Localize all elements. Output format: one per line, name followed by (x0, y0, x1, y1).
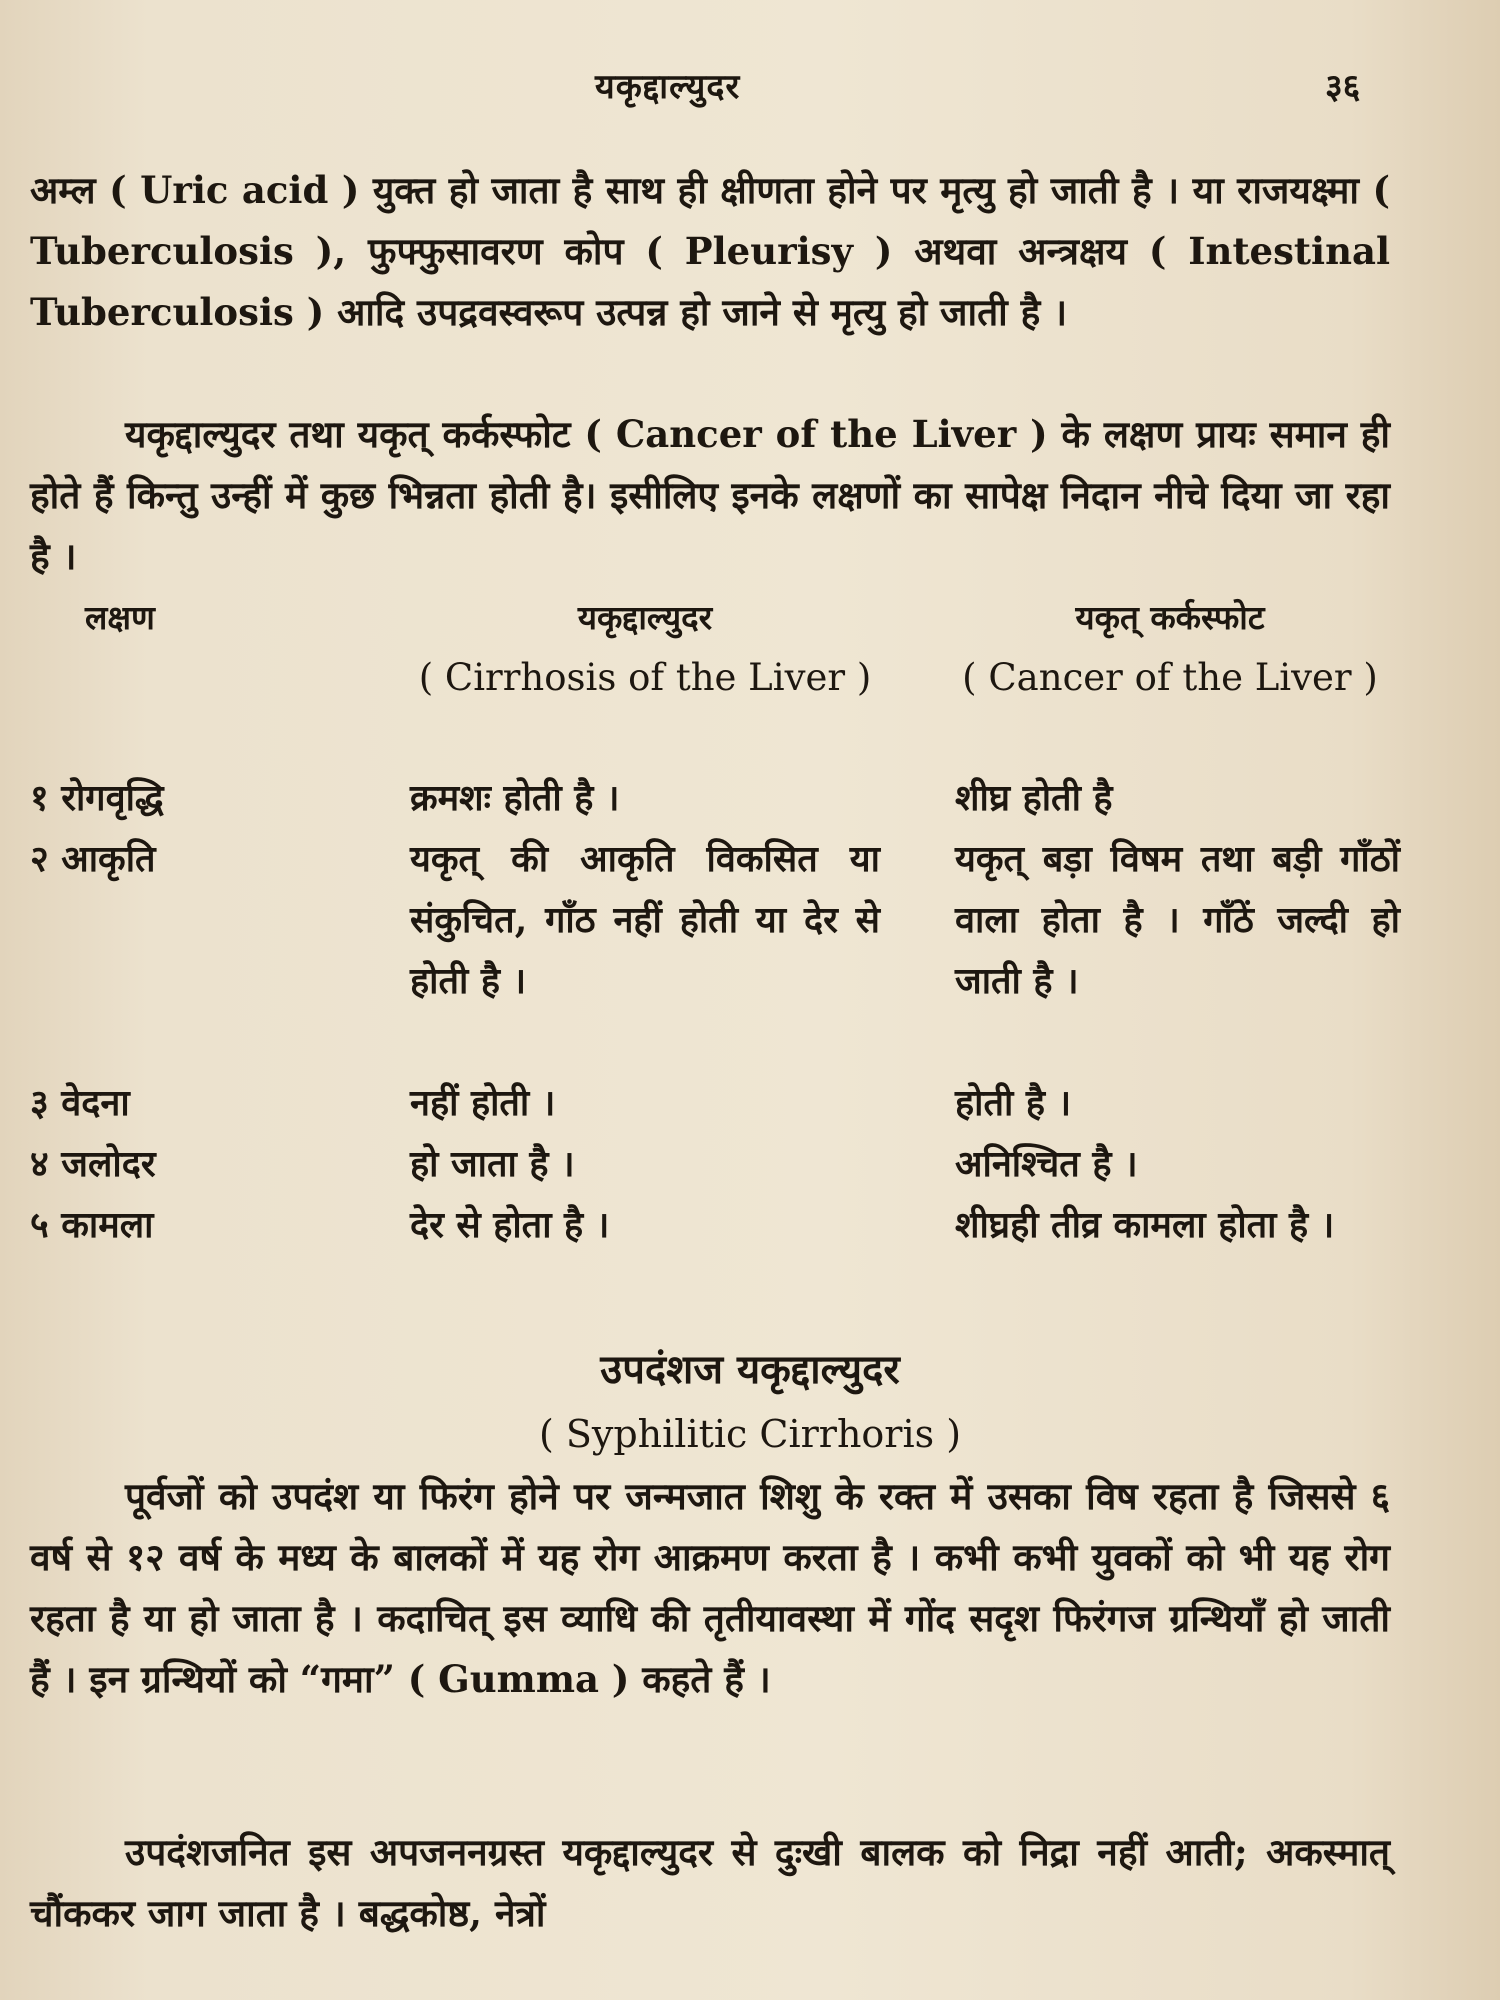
row-label: ४ जलोदर (30, 1143, 156, 1185)
paragraph-complications: अम्ल ( Uric acid ) युक्त हो जाता है साथ ही क्षीणता होने पर मृत्यु हो जाती है । या राजयक्ष्मा ( Tuberculosis ), फुफ्फुसावरण कोप ( Pleurisy ) अथवा अन्त्रक्षय ( Intestinal Tuberculosis ) आदि उपद्रवस्वरूप उत्पन्न हो जाने से मृत्यु हो जाती है । (30, 168, 1390, 334)
page-number: ३६ (1325, 67, 1361, 107)
page-header (0, 62, 1500, 122)
row-label: ५ कामला (30, 1204, 154, 1246)
cancer-cell: होती है । (955, 1082, 1072, 1124)
row-label: २ आकृति (30, 838, 156, 880)
cirrhosis-cell: नहीं होती । (410, 1082, 556, 1124)
paragraph-syphilitic-symptoms: उपदंशजनित इस अपजननग्रस्त यकृद्दाल्युदर से दुःखी बालक को निद्रा नहीं आती; अकस्मात् चौंककर जाग जाता है । बद्धकोष्ठ, नेत्रों (30, 1830, 1390, 1935)
cancer-cell: शीघ्रही तीव्र कामला होता है । (955, 1204, 1335, 1246)
cancer-cell: अनिश्चित है । (955, 1143, 1138, 1185)
cirrhosis-cell: क्रमशः होती है । (410, 777, 620, 819)
column-header-cancer-english: ( Cancer of the Liver ) (962, 656, 1378, 699)
cancer-cell: यकृत् बड़ा विषम तथा बड़ी गाँठों वाला होता है । गाँठें जल्दी हो जाती है । (955, 838, 1400, 1002)
cancer-cell: शीघ्र होती है (955, 777, 1113, 819)
column-header-cancer (960, 588, 1380, 708)
paragraph-syphilitic-cause: पूर्वजों को उपदंश या फिरंग होने पर जन्मजात शिशु के रक्त में उसका विष रहता है जिससे ६ वर्ष से १२ वर्ष के मध्य के बालकों में यह रोग आक्रमण करता है । कभी कभी युवकों को भी यह रोग रहता है या हो जाता है । कदाचित् इस व्याधि की तृतीयावस्था में गोंद सदृश फिरंगज ग्रन्थियाँ हो जाती हैं । इन ग्रन्थियों को “गमा” ( Gumma ) कहते हैं । (30, 1474, 1390, 1701)
column-header-cirrhosis (410, 588, 880, 708)
column-header-cirrhosis-title: यकृद्दाल्युदर (577, 598, 713, 637)
cirrhosis-cell: हो जाता है । (410, 1143, 575, 1185)
row-label: १ रोगवृद्धि (30, 777, 164, 819)
column-header-cancer-title: यकृत् कर्कस्फोट (1075, 598, 1265, 637)
column-header-symptom: लक्षण (85, 598, 155, 637)
paragraph-differential-intro: यकृद्दाल्युदर तथा यकृत् कर्कस्फोट ( Cancer of the Liver ) के लक्षण प्रायः समान ही होते हैं किन्तु उन्हीं में कुछ भिन्नता होती है। इसीलिए इनके लक्षणों का सापेक्ष निदान नीचे दिया जा रहा है । (30, 412, 1390, 578)
section-heading: उपदंशज यकृद्दाल्युदर (600, 1346, 900, 1393)
column-header-cirrhosis-english: ( Cirrhosis of the Liver ) (418, 656, 872, 699)
cirrhosis-cell: देर से होता है । (410, 1204, 610, 1246)
cirrhosis-cell: यकृत् की आकृति विकसित या संकुचित, गाँठ नहीं होती या देर से होती है । (410, 838, 880, 1002)
row-label: ३ वेदना (30, 1082, 130, 1124)
section-subheading: ( Syphilitic Cirrhoris ) (538, 1412, 962, 1456)
running-title: यकृद्दाल्युदर (595, 67, 741, 107)
